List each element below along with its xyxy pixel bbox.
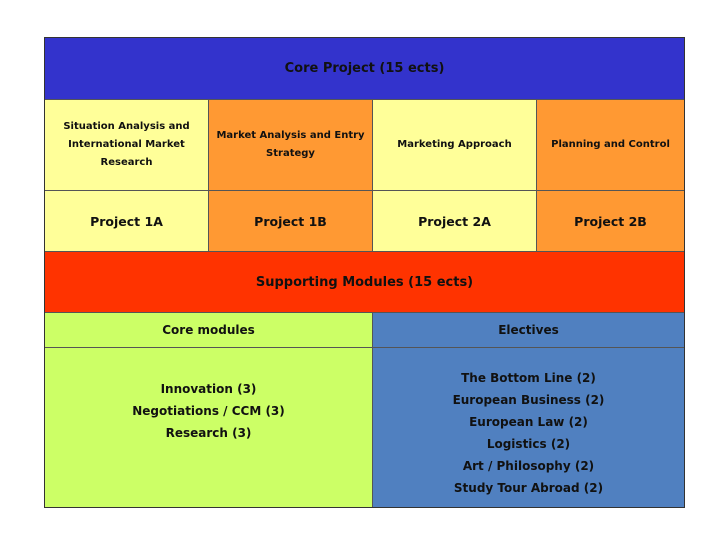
list-item: The Bottom Line (2) <box>461 371 596 385</box>
topic-marketing-approach: Marketing Approach <box>372 100 536 190</box>
list-item: European Business (2) <box>452 393 605 407</box>
projects-row <box>45 190 684 251</box>
supporting-modules-title: Supporting Modules (15 ects) <box>255 274 474 290</box>
list-item: Logistics (2) <box>486 437 571 451</box>
list-item: European Law (2) <box>469 415 588 429</box>
topics-row <box>45 99 684 190</box>
list-item: Art / Philosophy (2) <box>462 459 595 473</box>
module-headers-row <box>45 312 684 347</box>
list-item: Study Tour Abroad (2) <box>453 481 604 495</box>
project-2a: Project 2A <box>372 191 536 251</box>
list-item: Innovation (3) <box>160 382 257 396</box>
core-project-title: Core Project (15 ects) <box>284 61 445 76</box>
project-1a: Project 1A <box>45 191 208 251</box>
module-lists-row <box>45 347 684 507</box>
electives-list <box>372 348 684 507</box>
supporting-modules-row <box>45 251 684 312</box>
topic-market-analysis: Market Analysis and Entry Strategy <box>208 100 372 190</box>
curriculum-diagram <box>44 37 685 508</box>
topic-planning-control: Planning and Control <box>536 100 684 190</box>
project-2b: Project 2B <box>536 191 684 251</box>
project-1b: Project 1B <box>208 191 372 251</box>
core-project-row <box>45 38 684 99</box>
electives-header: Electives <box>372 313 684 347</box>
list-item: Negotiations / CCM (3) <box>132 404 285 418</box>
topic-situation-analysis: Situation Analysis and International Market Research <box>45 100 208 190</box>
core-modules-list <box>45 348 372 507</box>
list-item: Research (3) <box>165 426 252 440</box>
core-modules-header: Core modules <box>45 313 372 347</box>
